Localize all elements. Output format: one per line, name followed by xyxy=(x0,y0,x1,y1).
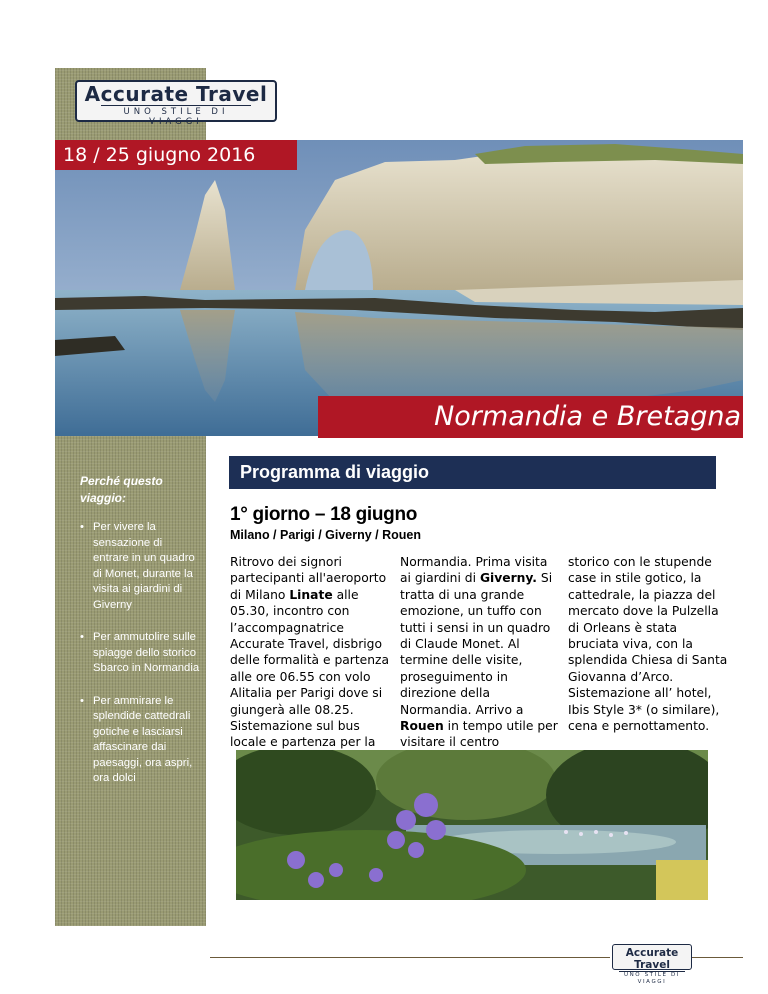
footer-divider xyxy=(210,957,610,958)
brand-name: Accurate Travel xyxy=(84,82,268,106)
reasons-list xyxy=(80,520,200,804)
hero-image xyxy=(55,140,743,436)
date-badge: 18 / 25 giugno 2016 xyxy=(55,140,297,170)
footer-divider xyxy=(692,957,743,958)
program-column-2: Normandia. Prima visita ai giardini di Giverny. Si tratta di una grande emozione, un tuffo con tutti i sensi in un quadro di Claude Monet. Al termine delle visite, proseguimento in direzione della Normandia. Arrivo a Rouen in tempo utile per visitare il centro xyxy=(400,555,558,750)
day-title: 1° giorno – 18 giugno xyxy=(230,504,418,525)
footer-logo xyxy=(612,944,692,985)
list-item: • Per ammirare le splendide cattedrali gotiche e lasciarsi affascinare dai paesaggi, ora aspri, ora dolci xyxy=(80,694,193,784)
program-header: Programma di viaggio xyxy=(229,456,716,489)
bullet-icon: • xyxy=(80,521,84,533)
list-item: • Per vivere la sensazione di entrare in un quadro di Monet, durante la visita ai giardini di Giverny xyxy=(80,521,195,611)
brand-tagline: UNO STILE DI VIAGGI xyxy=(101,105,251,127)
program-column-1: Ritrovo dei signori partecipanti all'aeroporto di Milano Linate alle 05.30, incontro con l’accompagnatrice Accurate Travel, disbrigo delle formalità e partenza alle ore 06.55 con volo Alitalia per Parigi dove si giungerà alle 08.25. Sistemazione sul bus locale e partenza per la xyxy=(230,555,390,750)
bullet-icon: • xyxy=(80,631,84,643)
list-item: • Per ammutolire sulle spiagge dello storico Sbarco in Normandia xyxy=(80,631,200,674)
day-route: Milano / Parigi / Giverny / Rouen xyxy=(230,528,422,542)
garden-image xyxy=(236,750,708,900)
program-column-3: storico con le stupende case in stile gotico, la cattedrale, la piazza del mercato dove la Pulzella di Orleans è stata bruciata viva, con la splendida Chiesa di Santa Giovanna d’Arco. Sistemazione all’ hotel, Ibis Style 3* (o similare), cena e pernottamento. xyxy=(568,555,728,734)
sidebar-title: Perché questo viaggio: xyxy=(80,474,163,505)
bullet-icon: • xyxy=(80,694,84,707)
brand-logo xyxy=(75,80,277,127)
footer-brand-name: Accurate Travel xyxy=(625,947,679,971)
trip-title: Normandia e Bretagna xyxy=(318,396,743,438)
footer-brand-tagline: UNO STILE DI VIAGGI xyxy=(619,971,685,986)
